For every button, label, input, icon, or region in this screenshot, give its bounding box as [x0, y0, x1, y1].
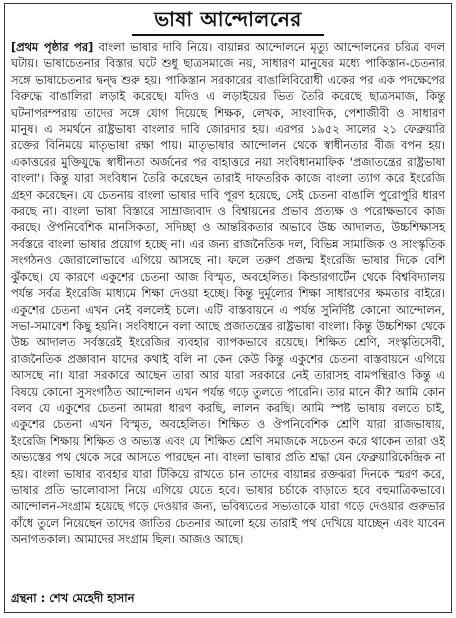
article-body	[11, 40, 445, 549]
article-text: বাংলা ভাষার দাবি নিয়ে। বায়ান্নর আন্দোলনে মৃত্যু আন্দোলনের চরিত্র বদল ঘটায়। ভাষাচেতনার বিস্তার ঘটে শুধু ছাত্রসমাজে নয়, সাধারণ মানুষের মধ্যে পাকিস্তান-চেতনার সঙ্গে ভাষাচেতনার দ্বন্দ্ব শুরু হয়। পাকিস্তান সরকারের বাঙালিবিরোধী একের পর এক পদক্ষেপের বিরুদ্ধে বাঙালিরা লড়াই করেছে। যদিও এ লড়াইয়ের ভিত তৈরি করেছে ছাত্রসমাজ, কিন্তু ঘটনাপরম্পরায় তাদের সঙ্গে যোগ দিয়েছে শিক্ষক, লেখক, সাংবাদিক, পেশাজীবী ও সাধারণ মানুষ। এ সমর্থনে রাষ্ট্রভাষা বাংলার দাবি জোরদার হয়। এরপর ১৯৫২ সালের ২১ ফেব্রুয়ারি রক্তের বিনিময়ে মাতৃভাষা রক্ষা পায়। মাতৃভাষার আন্দোলন থেকে স্বাধীনতার বীজ বপন হয়। একাত্তরের মুক্তিযুদ্ধে স্বাধীনতা অর্জনের পর বাহাত্তরে নয়া সংবিধানমাফিক 'প্রজাতন্ত্রের রাষ্ট্রভাষা বাংলা'। কিন্তু যারা সংবিধান তৈরি করেছেন তারাই দাফতরিক কাজে বাংলা ত্যাগ করে ইংরেজি গ্রহণ করেছেন। যে চেতনায় বাংলা ভাষার দাবি পূরণ হয়েছে, সেই চেতনা বাঙালি পুরোপুরি ধারণ করছে না। বাংলা ভাষা বিস্তারে সাম্রাজ্যবাদ ও বিশ্বায়নের প্রভাব প্রত্যক্ষ ও পরোক্ষভাবে কাজ করছে। ঔপনিবেশিক মানসিকতা, সদিচ্ছা ও আন্তরিকতার অভাবে উচ্চ আদালত, উচ্চশিক্ষাসহ সর্বস্তরে বাংলা ভাষার প্রয়োগ হচ্ছে না। এর জন্য রাজনৈতিক দল, বিভিন্ন সামাজিক ও সাংস্কৃতিক সংগঠনও জোরালোভাবে এগিয়ে আসছে না। ফলে তরুণ প্রজন্ম ইংরেজি ভাষার দিকে বেশি ঝুঁকছে। যে কারণে একুশের চেতনা আজ বিস্মৃত, অবহেলিত। কিন্ডারগার্টেন থেকে বিশ্ববিদ্যালয় পর্যন্ত সর্বত্র ইংরেজি মাধ্যমে শিক্ষা দেওয়া হচ্ছে। কিন্তু দুর্মূল্যের শিক্ষা সাধারণের ক্ষমতার বাইরে। একুশের চেতনা এখন নেই বললেই চলে। এটি বাস্তবায়নে এ পর্যন্ত সুনির্দিষ্ট কোনো আন্দোলন, সভা-সমাবেশ কিছু হয়নি। সংবিধানে বলা আছে প্রজাতন্ত্রের রাষ্ট্রভাষা বাংলা। কিন্তু উচ্চশিক্ষা থেকে উচ্চ আদালত সর্বস্তরেই ইংরেজির ব্যবহার ব্যাপকভাবে রয়েছে। শিক্ষিত শ্রেণি, সংস্কৃতিসেবী, রাজনৈতিক প্রজ্ঞাবান যাদের কথাই বলি না কেন কেউ কিন্তু একুশের চেতনা বাস্তবায়নে এগিয়ে আসছে না। যারা সরকারে আছেন তারা আর যারা সরকারে নেই তারাসহ বামপন্থিরাও কিন্তু এ বিষয়ে কোনো সুসংগঠিত আন্দোলন এখন পর্যন্ত গড়ে তুলতে পারেনি। তার মানে কী? আমি কোন বলব যে একুশের চেতনা আমরা ধারণ করছি, লালন করছি। আমি স্পষ্ট ভাষায় বলতে চাই, একুশের চেতনা এখন বিস্মৃত, অবহেলিত। শিক্ষিত ও ঔপনিবেশিক শ্রেণি যারা রাজভাষায়, ইংরেজি শিক্ষায় শিক্ষিত ও অভ্যস্ত এবং যে শিক্ষিত শ্রেণি সমাজকে সচেতন করে থাকেন তারা ওই অভ্যস্তের পথ থেকে সরে আসতে পারছেন না। বাংলা ভাষার প্রতি শ্রদ্ধা যেন ফেব্রুয়ারিকেন্দ্রিক না হয়। বাংলা ভাষার ব্যবহার যারা টিকিয়ে রাখতে চান তাদের বায়ান্নর রক্তঝরা দিনকে স্মরণ করে, ভাষার প্রতি ভালোবাসা নিয়ে এগিয়ে যেতে হবে। ভাষার চর্চাকে বাড়াতে হবে বহুমাত্রিকভাবে। আন্দোলন-সংগ্রাম হয়েছে গড়ে দেওয়ার জন্য, ভবিষ্যতের সভ্যতাকে যারা গড়ে দেওয়ার গুরুভার কাঁধে তুলে নিয়েছেন তাদের জাতির চেতনার আলো হয়ে তারাই পথ দেখিয়ে যাচ্ছেন এবং যাবেন অনাগতকাল। আমাদের সংগ্রাম ছিল। আজও আছে।	[11, 41, 445, 547]
byline: গ্রন্থনা : শেখ মেহেদী হাসান	[11, 591, 135, 605]
headline: ভাষা আন্দোলনের	[132, 6, 324, 36]
continuation-label: প্রথম পৃষ্ঠার পর	[16, 41, 89, 54]
newspaper-clipping	[4, 3, 452, 613]
continuation-open-bracket: [	[11, 41, 17, 54]
headline-area	[5, 6, 451, 36]
continuation-close-bracket: ]	[88, 41, 94, 54]
article-paragraph	[11, 40, 445, 549]
